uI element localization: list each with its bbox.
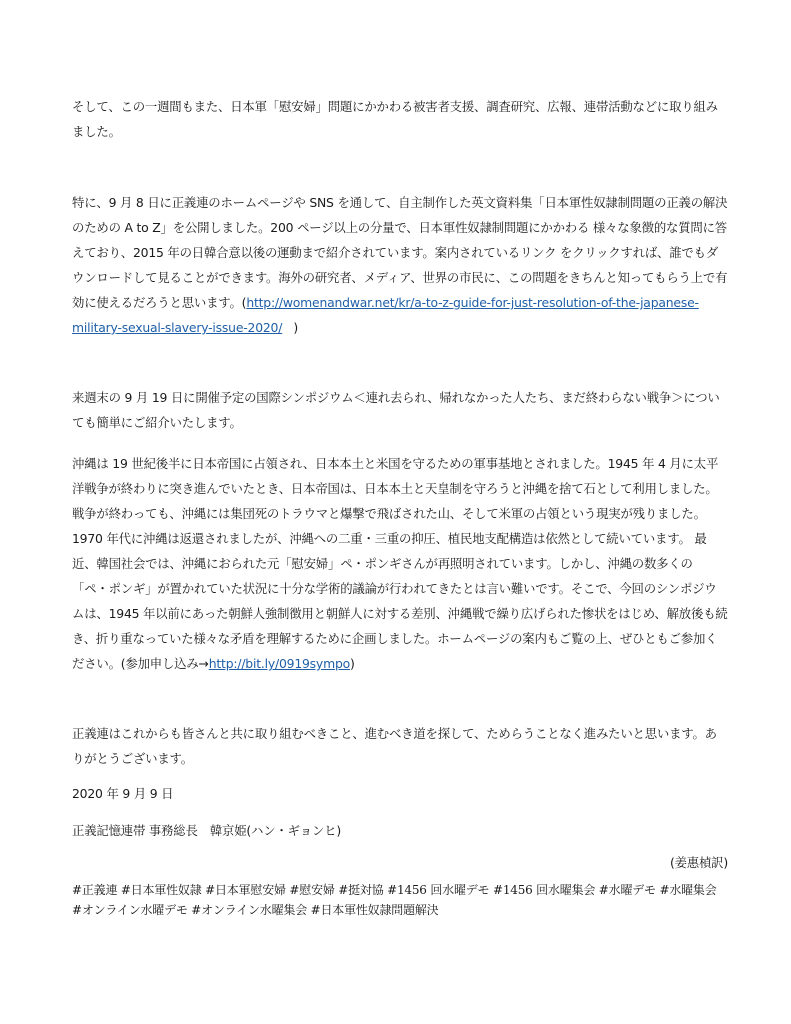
paragraph-a-to-z-text: 特に、9 月 8 日に正義連のホームページや SNS を通して、自主制作した英文資料集「日本軍性奴隷制問題の正義の解決のための A to Z」を公開しました。200 ページ以上の分量で、日本軍性奴隷制問題にかかわる 様々な象徴的な質問に答えており、2015 年の日韓合意以後の運動まで紹介されています。案内されているリンク をクリックすれば、誰でもダウンロードして見ることができます。海外の研究者、メディア、世界の市民に、この問題をきちんと知ってもらう上で有効に使えるだろうと思います。( xyxy=(72,195,728,310)
date-line xyxy=(72,781,728,806)
date-text: 2020 年 9 月 9 日 xyxy=(72,786,174,801)
a-to-z-guide-link[interactable]: http://womenandwar.net/kr/a-to-z-guide-for-just-resolution-of-the-japanese-military-sexual-slavery-issue-2020/ xyxy=(72,295,699,335)
paragraph-intro-text: そして、この一週間もまた、日本軍「慰安婦」問題にかかわる被害者支援、調査研究、広報、連帯活動などに取り組みました。 xyxy=(72,99,718,139)
paragraph-a-to-z-close: ) xyxy=(282,320,299,335)
paragraph-okinawa-text: 沖縄は 19 世紀後半に日本帝国に占領され、日本本土と米国を守るための軍事基地とされました。1945 年 4 月に太平洋戦争が終わりに突き進んでいたとき、日本帝国は、日本本土と天皇制を守ろうと沖縄を捨て石として利用しました。戦争が終わっても、沖縄には集団死のトラウマと爆撃で飛ばされた山、そして米軍の占領という現実が残りました。1970 年代に沖縄は返還されましたが、沖縄への二重・三重の抑圧、植民地支配構造は依然として続いています。 最近、韓国社会では、沖縄におられた元「慰安婦」ペ・ポンギさんが再照明されています。しかし、沖縄の数多くの「ペ・ポンギ」が置かれていた状況に十分な学術的議論が行われてきたとは言い難いです。そこで、今回のシンポジウムは、1945 年以前にあった朝鮮人強制徴用と朝鮮人に対する差別、沖縄戦で繰り広げられた惨状をはじめ、解放後も続き、折り重なっていた様々な矛盾を理解するために企画しました。ホームページの案内もご覧の上、ぜひともご参加ください。(参加申し込み→ xyxy=(72,456,728,671)
paragraph-symposium-intro-text: 来週末の 9 月 19 日に開催予定の国際シンポジウム＜連れ去られ、帰れなかった人たち、まだ終わらない戦争＞についても簡単にご紹介いたします。 xyxy=(72,390,720,430)
signature-text: 正義記憶連帯 事務総長 韓京姫(ハン・ギョンヒ) xyxy=(72,823,342,838)
signature-line xyxy=(72,818,728,843)
paragraph-symposium-intro xyxy=(72,385,728,435)
paragraph-closing-text: 正義連はこれからも皆さんと共に取り組むべきこと、進むべき道を探して、ためらうことなく進みたいと思います。ありがとうございます。 xyxy=(72,726,717,766)
paragraph-closing xyxy=(72,721,728,771)
symposium-registration-link[interactable]: http://bit.ly/0919sympo xyxy=(208,656,350,671)
translator-text: (姜惠楨訳) xyxy=(669,855,728,870)
translator-credit xyxy=(72,850,728,875)
hashtags-block xyxy=(72,880,728,920)
hashtags-text: #正義連 #日本軍性奴隷 #日本軍慰安婦 #慰安婦 #挺対協 #1456 回水曜デモ #1456 回水曜集会 #水曜デモ #水曜集会 #オンライン水曜デモ #オンライン水曜集会 #日本軍性奴隷問題解決 xyxy=(72,883,717,917)
paragraph-intro xyxy=(72,94,728,144)
paragraph-a-to-z xyxy=(72,190,728,340)
paragraph-okinawa-close: ) xyxy=(350,656,355,671)
paragraph-okinawa xyxy=(72,451,728,676)
